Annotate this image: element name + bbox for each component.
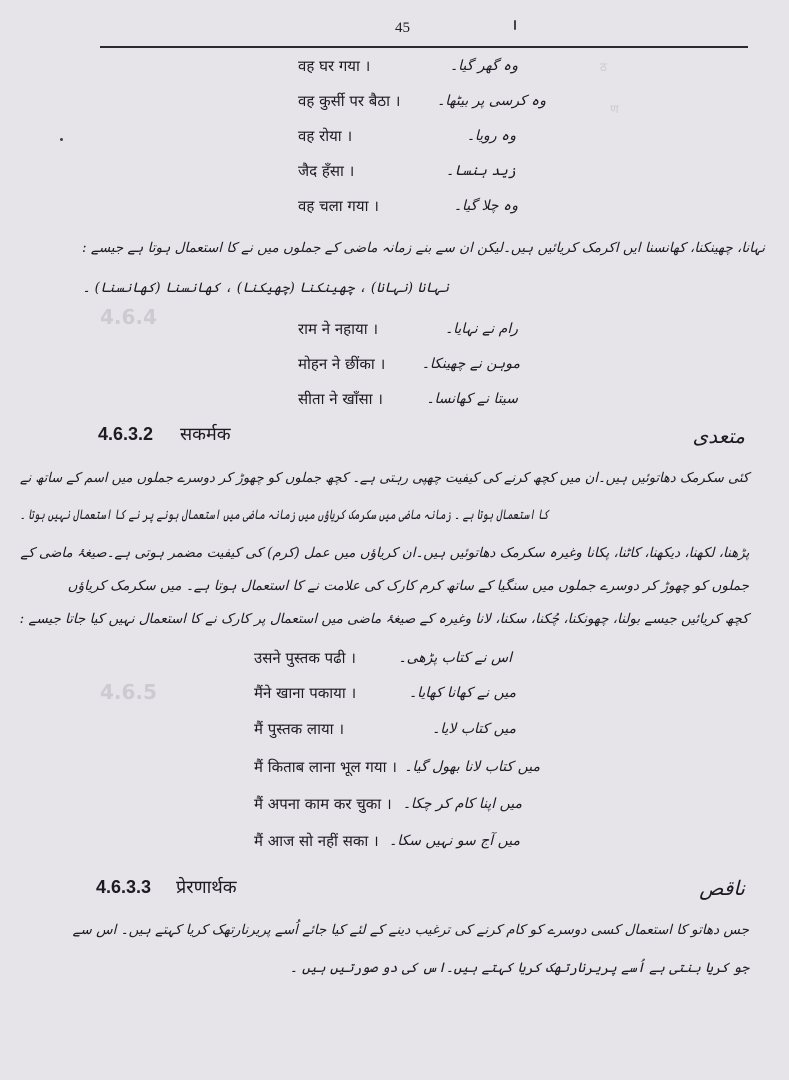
section-title-hindi: सकर्मक bbox=[180, 424, 231, 445]
speck bbox=[60, 138, 63, 141]
urdu-sentence: سیتا نے کھانسا۔ bbox=[426, 391, 518, 407]
hindi-sentence: मैं किताब लाना भूल गया । bbox=[254, 758, 397, 776]
urdu-sentence: رام نے نہایا۔ bbox=[444, 321, 518, 337]
hindi-sentence: सीता ने खाँसा । bbox=[298, 390, 383, 408]
hindi-sentence: मोहन ने छींका । bbox=[298, 355, 386, 373]
hindi-sentence: मैं पुस्तक लाया । bbox=[254, 720, 345, 738]
example-row bbox=[254, 682, 516, 706]
example-row bbox=[254, 793, 522, 817]
paragraph-line: پڑھنا، لکھنا، دیکھنا، کاٹنا، پکانا وغیرہ سکرمک دھاتوئیں ہیں۔ان کریاؤں میں عمل (کرم) کی کیفیت مضمر ہوتی ہے۔صیغۂ ماضی کے bbox=[20, 545, 749, 561]
urdu-sentence: وہ رویا۔ bbox=[466, 128, 516, 144]
bleed-through-heading: 4.6.4 bbox=[100, 305, 157, 329]
example-row bbox=[298, 195, 518, 219]
paragraph-line: نہانا، چھینکنا، کھانسنا ایں اکرمک کریائیں ہیں۔لیکن ان سے بنے زمانہ ماضی کے جملوں میں نے کا استعمال ہوتا ہے جیسے : bbox=[82, 240, 765, 256]
example-row bbox=[298, 90, 546, 114]
urdu-sentence: وہ گھر گیا۔ bbox=[449, 58, 518, 74]
hindi-sentence: मैंने खाना पकाया । bbox=[254, 684, 357, 702]
example-row bbox=[254, 830, 520, 854]
section-title-hindi: प्रेरणार्थक bbox=[176, 877, 237, 898]
example-row bbox=[254, 647, 512, 671]
paragraph-line: کا استعمال ہوتا ہے ۔ زمانہ ماضی میں سکرمک کریاؤں میں زمانہ ماضی میں استعمال ہونے پر نے کا استعمال نہیں ہوتا ۔ bbox=[20, 507, 549, 523]
hindi-sentence: वह घर गया । bbox=[298, 57, 371, 75]
speck bbox=[514, 20, 516, 30]
example-row bbox=[254, 756, 540, 780]
paragraph-line: جملوں کو چھوڑ کر دوسرے جملوں میں سنگیا کے ساتھ کرم کارک کی علامت نے کا استعمال ہوتا ہے۔ میں سکرمک کریاؤں bbox=[67, 578, 749, 594]
paragraph-line: نہانا (نہانا) ، چھینکنا (چھیکنا) ، کھانسنا (کھانسنا) ۔ bbox=[82, 280, 449, 296]
example-row bbox=[298, 125, 516, 149]
urdu-sentence: زید ہنسا۔ bbox=[445, 163, 516, 179]
hindi-sentence: मैं आज सो नहीं सका । bbox=[254, 832, 379, 850]
hindi-sentence: जैद हँसा । bbox=[298, 162, 355, 180]
urdu-sentence: وہ چلا گیا۔ bbox=[453, 198, 518, 214]
hindi-sentence: वह रोया । bbox=[298, 127, 353, 145]
urdu-sentence: وہ کرسی پر بیٹھا۔ bbox=[437, 93, 546, 109]
bleed-through-text: ण bbox=[610, 102, 619, 116]
urdu-sentence: میں اپنا کام کر چکا۔ bbox=[402, 796, 522, 812]
urdu-sentence: میں نے کھانا کھایا۔ bbox=[408, 685, 516, 701]
example-row bbox=[298, 388, 518, 412]
hindi-sentence: राम ने नहाया । bbox=[298, 320, 379, 338]
hindi-sentence: मैं अपना काम कर चुका । bbox=[254, 795, 392, 813]
section-title-urdu: ناقص bbox=[699, 876, 745, 900]
example-row bbox=[298, 318, 518, 342]
hindi-sentence: वह चला गया । bbox=[298, 197, 379, 215]
section-title-urdu: متعدی bbox=[692, 424, 745, 448]
page-number: 45 bbox=[395, 20, 410, 36]
hindi-sentence: उसने पुस्तक पढी । bbox=[254, 649, 356, 667]
header-rule bbox=[100, 46, 748, 48]
urdu-sentence: موہن نے چھینکا۔ bbox=[421, 356, 520, 372]
urdu-sentence: میں آج سو نہیں سکا۔ bbox=[389, 833, 520, 849]
paragraph-line: جو کریا بنتی ہے اُسے پریرنارتھک کریا کہتے ہیں۔اس کی دو صورتیں ہیں ۔ bbox=[289, 960, 749, 976]
paragraph-line: کچھ کریائیں جیسے بولنا، چھونکنا، چُکنا، سکنا، لانا وغیرہ کے صیغۂ ماضی میں استعمال پر کارک نے کا استعمال نہیں کیا جاتا جیسے : bbox=[20, 611, 749, 627]
hindi-sentence: वह कुर्सी पर बैठा । bbox=[298, 92, 401, 110]
example-row bbox=[254, 718, 516, 742]
urdu-sentence: میں کتاب لایا۔ bbox=[432, 721, 516, 737]
section-number: 4.6.3.2 bbox=[98, 424, 154, 444]
paragraph-line: جس دھاتو کا استعمال کسی دوسرے کو کام کرنے کی ترغیب دینے کے لئے کیا جائے اُسے پریرنارتھک کریا کہتے ہیں۔ اس سے bbox=[72, 922, 749, 938]
urdu-sentence: اس نے کتاب پڑھی۔ bbox=[398, 650, 512, 666]
urdu-sentence: میں کتاب لانا بھول گیا۔ bbox=[404, 759, 540, 775]
example-row bbox=[298, 160, 516, 184]
example-row bbox=[298, 55, 518, 79]
example-row bbox=[298, 353, 520, 377]
section-number: 4.6.3.3 bbox=[96, 877, 152, 897]
bleed-through-heading: 4.6.5 bbox=[100, 680, 157, 704]
bleed-through-text: ठ bbox=[600, 60, 607, 74]
paragraph-line: کئی سکرمک دھاتوئیں ہیں۔ان میں کچھ کرنے کی کیفیت چھپی رہتی ہے۔ کچھ جملوں کو چھوڑ کر دوسرے جملوں میں اسم کے ساتھ نے bbox=[20, 470, 749, 486]
